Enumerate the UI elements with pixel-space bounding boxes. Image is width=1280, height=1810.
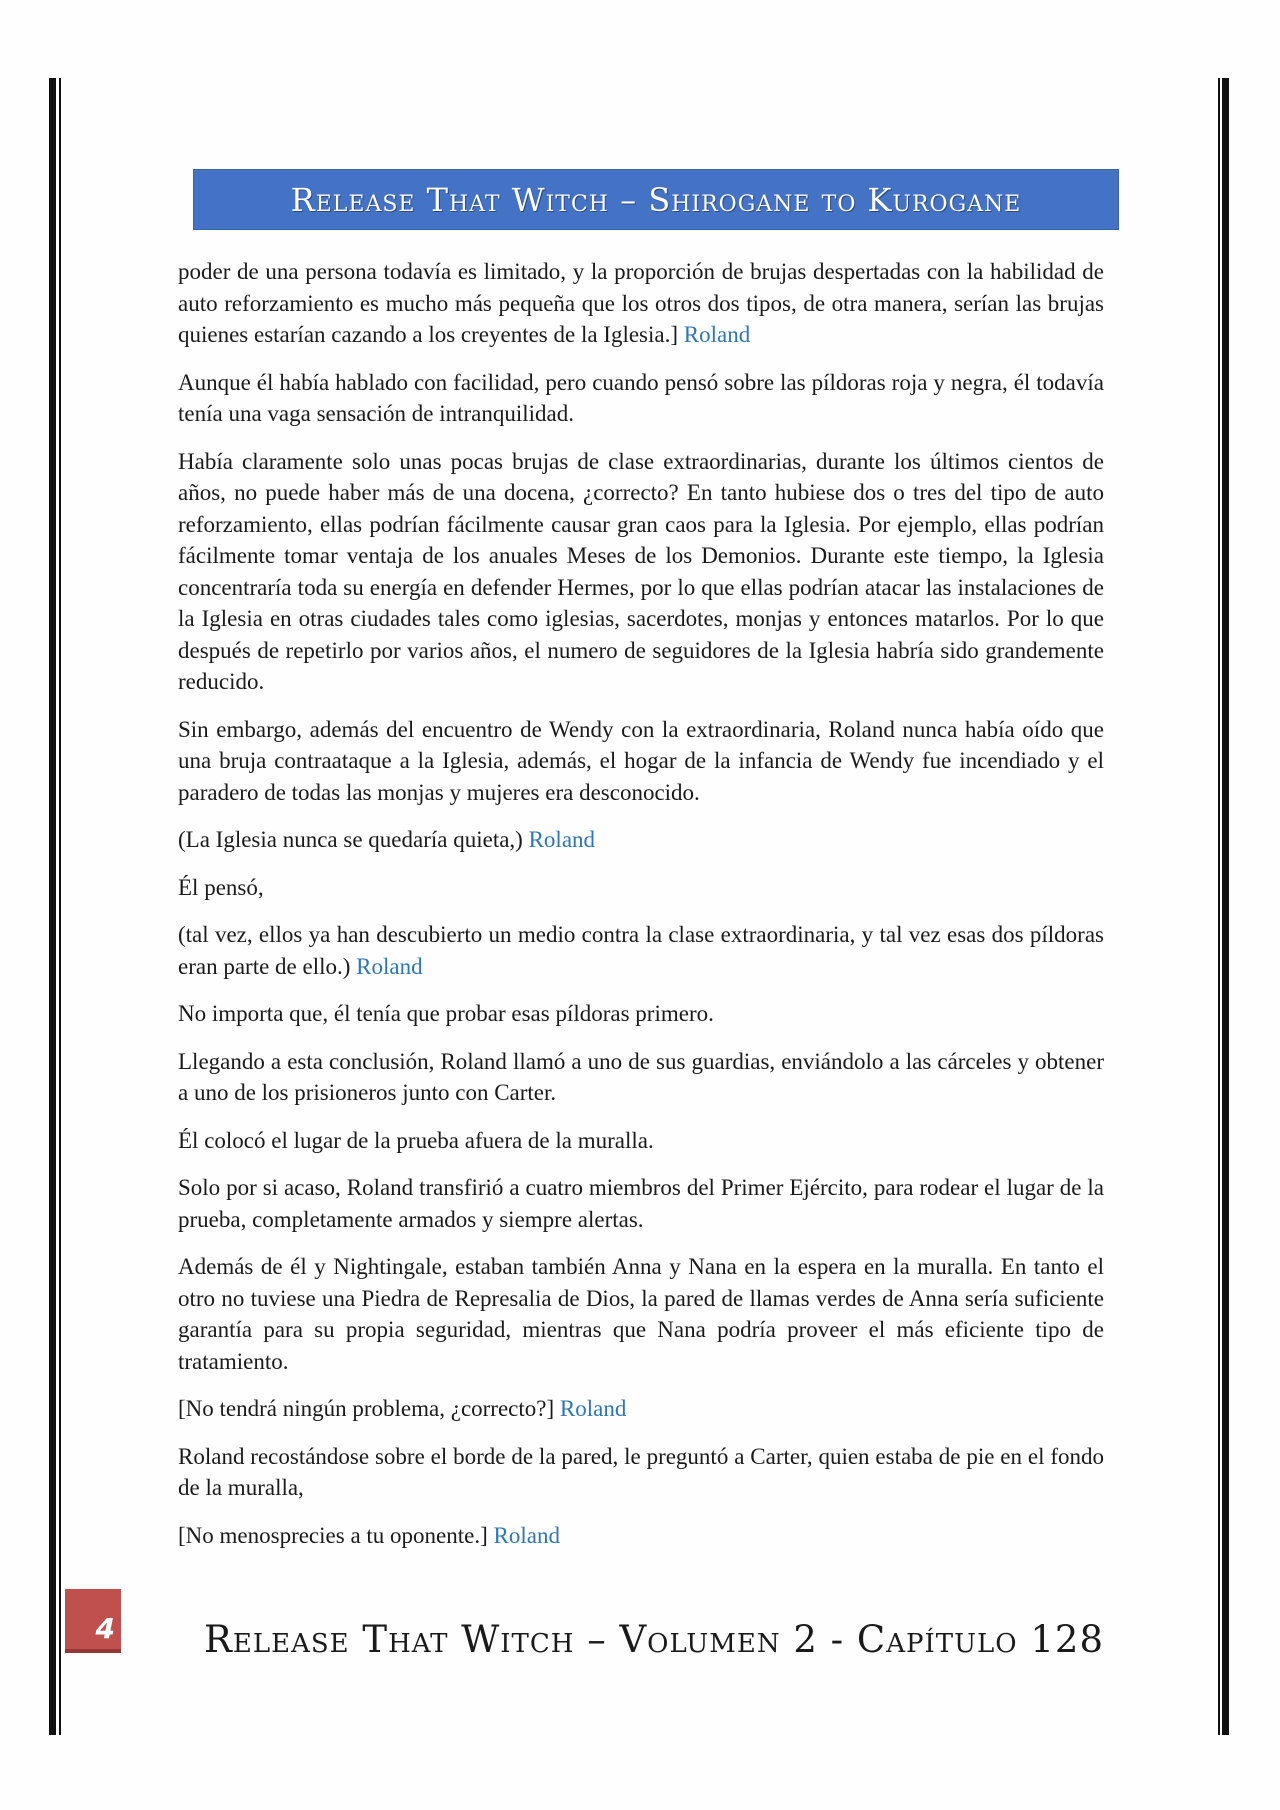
paragraph: [178, 1172, 1104, 1235]
speaker-tag: Roland: [493, 1522, 560, 1548]
page-number-badge: [65, 1589, 121, 1653]
paragraph-text: Además de él y Nightingale, estaban también Anna y Nana en la espera en la muralla. En tanto el otro no tuviese una Piedra de Represalia de Dios, la pared de llamas verdes de Anna sería suficiente garantía para su propia seguridad, mientras que Nana podría proveer el más eficiente tipo de tratamiento.: [178, 1254, 1104, 1374]
paragraph-text: No importa que, él tenía que probar esas píldoras primero.: [178, 1001, 714, 1026]
paragraph-text: (tal vez, ellos ya han descubierto un medio contra la clase extraordinaria, y tal vez esas dos píldoras eran parte de ello.): [178, 922, 1104, 979]
paragraph: [178, 1251, 1104, 1377]
header-banner: [193, 169, 1119, 230]
chapter-body: [178, 256, 1104, 1567]
paragraph-text: Roland recostándose sobre el borde de la pared, le preguntó a Carter, quien estaba de pie en el fondo de la muralla,: [178, 1443, 1104, 1500]
paragraph-text: Sin embargo, además del encuentro de Wendy con la extraordinaria, Roland nunca había oído que una bruja contraataque a la Iglesia, además, el hogar de la infancia de Wendy fue incendiado y el paradero de todas las monjas y mujeres era desconocido.: [178, 716, 1104, 805]
paragraph-text: Solo por si acaso, Roland transfirió a cuatro miembros del Primer Ejército, para rodear el lugar de la prueba, completamente armados y siempre alertas.: [178, 1175, 1104, 1232]
paragraph: [178, 919, 1104, 982]
paragraph-text: [No menosprecies a tu oponente.]: [178, 1522, 488, 1548]
speaker-tag: Roland: [559, 1396, 627, 1421]
paragraph-text: Él pensó,: [178, 874, 264, 900]
left-border-thick-line: [49, 78, 56, 1735]
right-page-border: [1218, 78, 1232, 1735]
paragraph-text: Aunque él había hablado con facilidad, pero cuando pensó sobre las píldoras roja y negra, él todavía tenía una vaga sensación de intranquilidad.: [178, 369, 1104, 426]
paragraph-text: Él colocó el lugar de la prueba afuera de la muralla.: [178, 1127, 654, 1153]
page-number: 4: [95, 1612, 115, 1645]
paragraph: [178, 872, 1104, 904]
footer-chapter-title: Release That Witch – Volumen 2 - Capítulo 128: [204, 1618, 1104, 1661]
paragraph-text: (La Iglesia nunca se quedaría quieta,): [178, 827, 523, 852]
paragraph: [178, 824, 1104, 856]
paragraph-text: [No tendrá ningún problema, ¿correcto?]: [178, 1396, 555, 1421]
paragraph: [178, 1393, 1104, 1425]
left-page-border: [49, 78, 63, 1735]
speaker-tag: Roland: [528, 827, 596, 852]
right-border-thick-line: [1222, 78, 1229, 1735]
speaker-tag: Roland: [356, 953, 423, 979]
paragraph-text: Había claramente solo unas pocas brujas de clase extraordinarias, durante los últimos cientos de años, no puede haber más de una docena, ¿correcto? En tanto hubiese dos o tres del tipo de auto reforzamiento, ellas podrían fácilmente causar gran caos para la Iglesia. Por ejemplo, ellas podrían fácilmente tomar ventaja de los anuales Meses de los Demonios. Durante este tiempo, la Iglesia concentraría toda su energía en defender Hermes, por lo que ellas podrían atacar las instalaciones de la Iglesia en otras ciudades tales como iglesias, sacerdotes, monjas y entonces matarlos. Por lo que después de repetirlo por varios años, el numero de seguidores de la Iglesia habría sido grandemente reducido.: [178, 448, 1104, 694]
paragraph: [178, 367, 1104, 430]
paragraph: [178, 714, 1104, 809]
paragraph: [178, 998, 1104, 1030]
paragraph: [178, 1046, 1104, 1109]
speaker-tag: Roland: [683, 322, 751, 347]
paragraph: [178, 256, 1104, 351]
paragraph: [178, 446, 1104, 698]
paragraph: [178, 1125, 1104, 1157]
right-border-thin-line: [1218, 78, 1220, 1735]
paragraph: [178, 1441, 1104, 1504]
header-title: Release That Witch – Shirogane to Kurogane: [290, 180, 1022, 219]
left-border-thin-line: [59, 78, 61, 1735]
paragraph-text: poder de una persona todavía es limitado, y la proporción de brujas despertadas con la habilidad de auto reforzamiento es mucho más pequeña que los otros dos tipos, de otra manera, serían las brujas quienes estarían cazando a los creyentes de la Iglesia.]: [178, 259, 1104, 347]
paragraph-text: Llegando a esta conclusión, Roland llamó a uno de sus guardias, enviándolo a las cárceles y obtener a uno de los prisioneros junto con Carter.: [178, 1048, 1104, 1105]
paragraph: [178, 1520, 1104, 1552]
